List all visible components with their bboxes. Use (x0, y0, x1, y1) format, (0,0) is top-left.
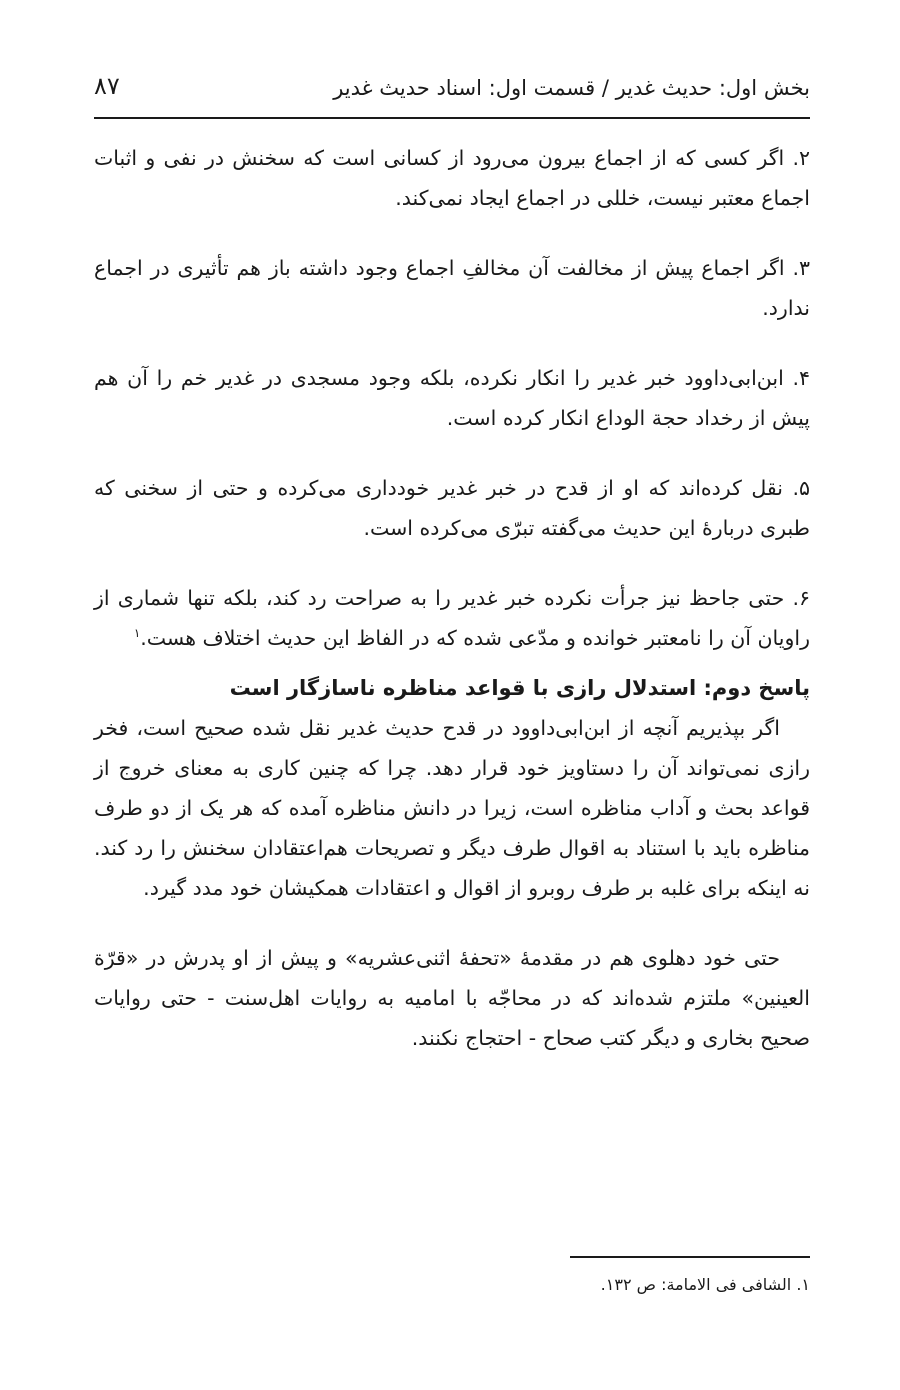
header-title: بخش اول: حدیث غدیر / قسمت اول: اسناد حدیث غدیر (333, 76, 810, 100)
numbered-paragraph-3: ۳. اگر اجماع پیش از مخالفت آن مخالفِ اجماع وجود داشته باز هم تأثیری در اجماع ندارد. (94, 256, 810, 320)
header-rule (94, 117, 810, 119)
body-paragraph-1: اگر بپذیریم آنچه از ابن‌ابی‌داوود در قدح حدیث غدیر نقل شده صحیح است، فخر رازی نمی‌تواند آن را دستاویز خود قرار دهد. چرا که چنین کاری به معنای خروج از قواعد بحث و آداب مناظره است، زیرا در دانش مناظره آمده که هر یک از دو طرف مناظره باید با استناد به اقوال طرف دیگر و تصریحات هم‌اعتقادان سخنش را رد کند. نه اینکه برای غلبه بر طرف روبرو از اقوال و اعتقادات همکیشان خود مدد گیرد. (94, 716, 810, 900)
running-header (94, 66, 810, 106)
footnote-rule (570, 1256, 810, 1258)
footnote-reference[interactable]: ۱ (133, 626, 141, 641)
paragraph-6-text: ۶. حتی جاحظ نیز جرأت نکرده خبر غدیر را به صراحت رد کند، بلکه تنها شماری از راویان آن را نامعتبر خوانده و مدّعی شده که در الفاظ این حدیث اختلاف هست. (94, 586, 810, 650)
section-heading: پاسخ دوم: استدلال رازی با قواعد مناظره ناسازگار است (229, 676, 810, 700)
numbered-paragraph-2: ۲. اگر کسی که از اجماع بیرون می‌رود از کسانی است که سخنش در نفی و اثبات اجماع معتبر نیست، خللی در اجماع ایجاد نمی‌کند. (94, 146, 810, 210)
footnote: ۱. الشافی فی الامامة: ص ۱۳۲. (600, 1275, 810, 1294)
page-number: ۸۷ (94, 72, 120, 100)
numbered-paragraph-4: ۴. ابن‌ابی‌داوود خبر غدیر را انکار نکرده، بلکه وجود مسجدی در غدیر خم را آن هم پیش از رخداد حجة الوداع انکار کرده است. (94, 366, 810, 430)
numbered-paragraph-6 (94, 578, 810, 658)
body-paragraph-2: حتی خود دهلوی هم در مقدمهٔ «تحفهٔ اثنی‌عشریه» و پیش از او پدرش در «قرّة العینین» ملتزم شده‌اند که در محاجّه با امامیه به روایات اهل‌سنت - حتی روایات صحیح بخاری و دیگر کتب صحاح - احتجاج نکنند. (94, 946, 810, 1050)
numbered-paragraph-5: ۵. نقل کرده‌اند که او از قدح در خبر غدیر خودداری می‌کرده و حتی از سخنی که طبری دربارهٔ این حدیث می‌گفته تبرّی می‌کرده است. (94, 476, 810, 540)
document-page (94, 0, 810, 1390)
body-text (94, 138, 810, 1088)
